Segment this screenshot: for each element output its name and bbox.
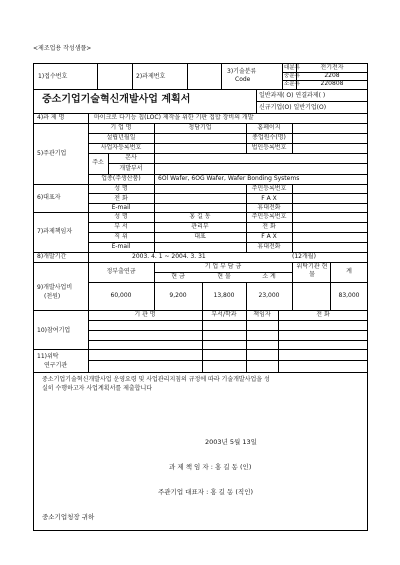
employees-label: 종업원수(명) — [252, 134, 286, 141]
manager-section-label: 7)과제책임자 — [37, 228, 73, 235]
manager-title-value: 대표 — [194, 233, 206, 240]
homepage-label: 홈페이지 — [257, 124, 281, 131]
budget-unit-label: (천원) — [44, 293, 61, 300]
period-value: 2003. 4. 1 ~ 2004. 3. 31 — [132, 253, 206, 260]
ceo-section-label: 6)대표자 — [37, 194, 61, 201]
major-class-value: 전기전자 — [320, 64, 344, 71]
ceo-mobile-label: 휴대전화 — [257, 204, 281, 211]
project-name-label: 4)과 제 명 — [37, 114, 65, 121]
middle-class-label: 중분류 — [284, 73, 300, 79]
manager-signature: 과 제 책 임 자 : 홍 길 동 (인) — [169, 463, 252, 471]
participant-person-header: 책임자 — [253, 311, 271, 318]
tech-class-code-label: Code — [235, 76, 251, 83]
manager-dept-label: 부 서 — [114, 223, 128, 230]
manager-rrn-label: 주민등록번호 — [251, 213, 287, 220]
sample-label: <제조업용 작성샘플> — [33, 45, 92, 52]
company-name-label: 기 업 명 — [110, 124, 132, 131]
manager-email-label: E-mail — [111, 243, 131, 250]
consign-inkind-label: 위탁기관 현물 — [296, 263, 328, 278]
project-name-value: 마이크로 다기능 칩(LOC) 제작을 위한 기판 접합 장비의 개발 — [94, 114, 254, 121]
cash-label: 현 금 — [171, 273, 185, 280]
manager-mobile-label: 휴대전화 — [257, 243, 281, 250]
headquarters-label: 본사 — [125, 154, 137, 161]
total-value: 83,000 — [338, 292, 360, 299]
inkind-value: 13,800 — [213, 292, 235, 299]
manager-name-value: 홍 길 동 — [189, 213, 211, 220]
inkind-label: 현 물 — [217, 273, 231, 280]
company-section-label: 5)주관기업 — [37, 150, 67, 157]
company-burden-label: 기 업 부 담 금 — [204, 263, 242, 270]
major-class-label: 대분류 — [284, 65, 300, 71]
gov-funding-label: 정부출연금 — [106, 268, 136, 275]
total-label: 계 — [346, 268, 352, 275]
gov-funding-value: 60,000 — [110, 292, 132, 299]
ceo-fax-label: F A X — [261, 195, 277, 202]
dev-department-label: 개발부서 — [119, 165, 143, 172]
project-number-label: 2)과제번호 — [136, 73, 166, 80]
subtotal-label: 소 계 — [262, 273, 276, 280]
manager-dept-value: 관리부 — [191, 223, 209, 230]
application-form — [33, 63, 368, 531]
minor-class-label: 소분류 — [284, 81, 300, 87]
address-label: 주소 — [92, 159, 104, 166]
task-type-company: 신규기업(O) 일반기업(O) — [259, 104, 327, 111]
participant-org-header: 기 관 명 — [134, 311, 156, 318]
budget-section-label: 9)개발사업비 — [37, 284, 73, 291]
tech-class-label: 3)기술분류 — [227, 68, 257, 75]
participant-dept-header: 부서/학과 — [211, 311, 237, 318]
products-label: 업종(주생산품) — [101, 175, 141, 182]
ceo-phone-label: 전 화 — [114, 195, 128, 202]
company-signature: 주관기업 대표자 : 홍 길 동 (직인) — [158, 488, 254, 496]
ceo-name-label: 성 명 — [114, 185, 128, 192]
corporate-number-label: 법인등록번호 — [251, 144, 287, 151]
company-name-value: 청담기업 — [188, 124, 212, 131]
consign-section-label: 11)위탁 — [37, 353, 59, 360]
middle-class-value: 2208 — [324, 72, 340, 79]
founded-label: 설립년월일 — [106, 134, 136, 141]
task-type-general: 일반과제( O) 연결과제( ) — [259, 92, 326, 99]
consign-section-sublabel: 연구기관 — [44, 362, 68, 369]
subtotal-value: 23,000 — [258, 292, 280, 299]
participants-section-label: 10)참여기업 — [37, 327, 71, 334]
manager-phone-label: 전 화 — [262, 223, 276, 230]
cash-value: 9,200 — [169, 292, 187, 299]
addressee: 중소기업청장 귀하 — [42, 513, 95, 521]
submission-date: 2003년 5월 13일 — [205, 438, 257, 446]
participant-phone-header: 전 화 — [316, 311, 330, 318]
manager-fax-label: F A X — [261, 233, 277, 240]
form-title: 중소기업기술혁신개발사업 계획서 — [42, 94, 191, 105]
manager-name-label: 성 명 — [114, 213, 128, 220]
minor-class-value: 220808 — [320, 80, 344, 87]
statement-line-1: 중소기업기술혁신개발사업 운영요령 및 사업관리지침의 규정에 따라 기술개발사업을 성 — [42, 376, 270, 383]
statement-line-2: 실히 수행하고자 사업계획서를 제출합니다 — [42, 385, 153, 392]
period-months: (12개월) — [292, 253, 316, 260]
ceo-email-label: E-mail — [111, 204, 131, 211]
ceo-rrn-label: 주민등록번호 — [251, 185, 287, 192]
period-section-label: 8)개발기간 — [37, 253, 67, 260]
manager-title-label: 직 위 — [114, 233, 128, 240]
products-value: 6Ol Wafer, 6OG Wafer, Wafer Bonding Systems — [158, 175, 300, 182]
business-number-label: 사업자등록번호 — [100, 144, 142, 151]
receipt-number-label: 1)접수번호 — [38, 73, 68, 80]
